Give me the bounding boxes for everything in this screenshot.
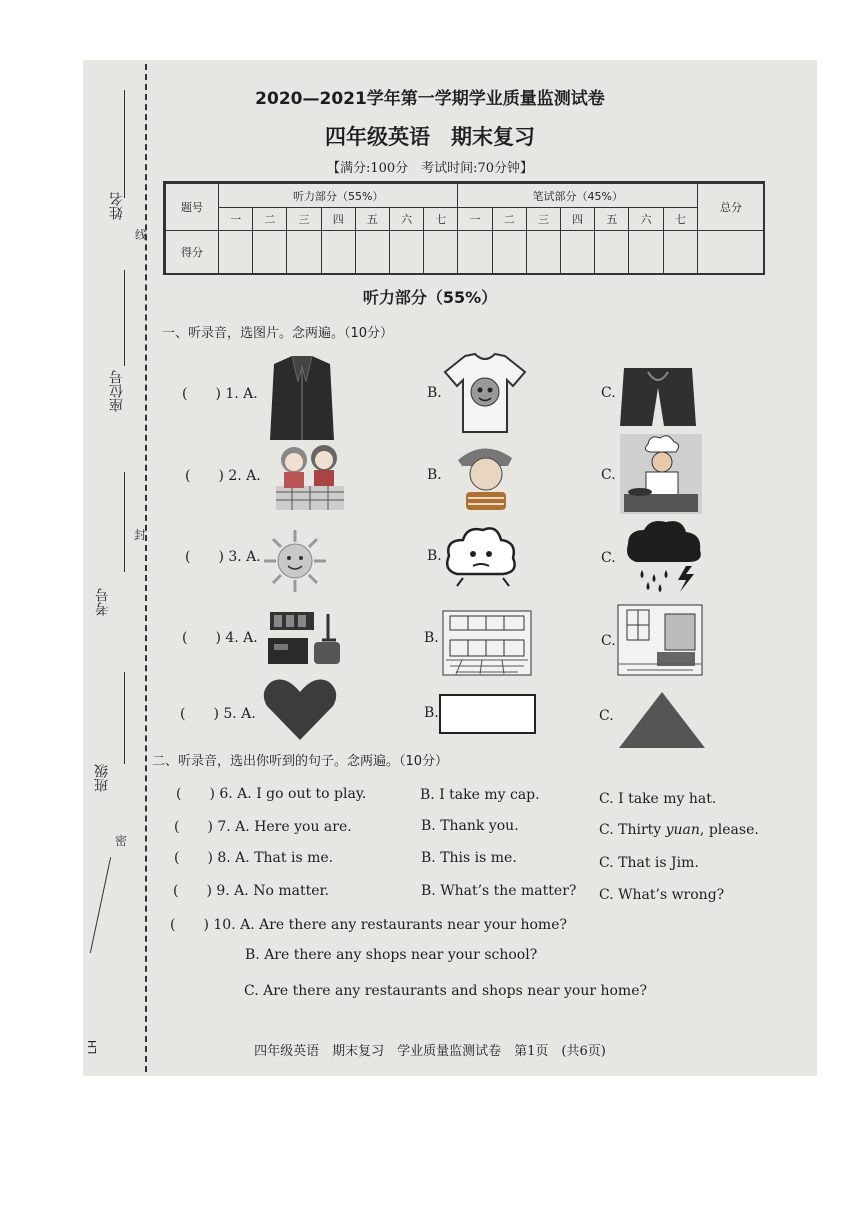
score-cell[interactable] [458,230,492,275]
q4-c-label: C. [601,633,616,649]
q6-a: ( ) 6. A. I go out to play. [176,786,367,802]
score-cell[interactable] [663,230,697,275]
q10-b: B. Are there any shops near your school? [245,947,538,963]
col-w1: 一 [458,208,492,230]
col-w2: 二 [492,208,526,230]
score-cell[interactable] [253,230,287,275]
study-room-icon [266,610,346,668]
shorts-icon [618,364,698,430]
writing-group-header: 笔试部分（45%） [458,184,698,208]
triangle-icon [617,690,707,750]
col-l6: 六 [390,208,424,230]
tshirt-icon [443,352,527,434]
col-w5: 五 [595,208,629,230]
kitchen-icon [442,610,532,676]
exam-subtitle: 四年级英语 期末复习 [325,124,535,149]
q5-b-label: B. [424,705,439,721]
col-w6: 六 [629,208,663,230]
q3-stem: ( ) 3. A. [185,549,261,565]
seat-label: 座位号 [109,370,125,412]
q5-c-label: C. [599,708,614,724]
col-w4: 四 [561,208,595,230]
q9-a: ( ) 9. A. No matter. [173,883,330,899]
q6-b: B. I take my cap. [420,787,540,803]
q7-c-pre: C. Thirty [599,822,666,838]
score-cell[interactable] [492,230,526,275]
jacket-icon [268,352,336,444]
q4-stem: ( ) 4. A. [182,630,258,646]
col-l3: 三 [287,208,321,230]
q7-c-italic: yuan [665,822,700,838]
q6-c: C. I take my hat. [599,791,717,807]
sun-icon [262,528,328,594]
class-blank-line [124,672,125,764]
score-cell[interactable] [287,230,321,275]
mi-word: 密 [115,834,128,848]
row-header-score: 得分 [166,230,219,275]
q7-b: B. Thank you. [421,818,519,834]
q9-c: C. What’s wrong? [599,887,725,903]
score-cell[interactable] [219,230,253,275]
class-label: 班级 [94,764,110,792]
name-label: 姓名 [109,192,125,220]
q5-stem: ( ) 5. A. [180,706,256,722]
score-cell[interactable] [390,230,424,275]
score-cell[interactable] [629,230,663,275]
rectangle-icon [439,694,536,734]
exam-no-label: 考号 [95,588,111,616]
q8-a: ( ) 8. A. That is me. [174,850,334,866]
row-header-question-no: 题号 [166,184,219,231]
score-cell[interactable] [424,230,458,275]
q1-stem: ( ) 1. A. [182,386,258,402]
binding-dashed-line [145,64,147,1072]
q10-a: ( ) 10. A. Are there any restaurants near your home? [170,917,567,933]
q8-b: B. This is me. [421,850,517,866]
score-cell[interactable] [526,230,560,275]
col-l5: 五 [355,208,389,230]
q1-b-label: B. [427,385,442,401]
page-footer: 四年级英语 期末复习 学业质量监测试卷 第1页 (共6页) [254,1044,606,1059]
line-word: 线 [135,228,148,242]
exam-info: 【满分:100分 考试时间:70分钟】 [326,161,534,176]
q2-c-label: C. [601,467,616,483]
q7-c-post: , please. [699,822,759,838]
q9-b: B. What’s the matter? [421,883,577,899]
listening-title: 听力部分（55%） [362,288,498,307]
cloud-icon [443,524,519,588]
living-room-icon [617,604,703,676]
score-cell[interactable] [355,230,389,275]
q4-b-label: B. [424,630,439,646]
storm-icon [624,518,704,594]
boy-eating-icon [448,438,524,516]
section2-title: 二、听录音，选出你听到的句子。念两遍。（10分） [152,754,449,769]
score-table [165,183,765,275]
col-l7: 七 [424,208,458,230]
q2-b-label: B. [427,467,442,483]
total-score-cell[interactable] [698,230,765,275]
q3-c-label: C. [601,550,616,566]
section1-title: 一、听录音，选图片。念两遍。（10分） [162,326,394,341]
q1-c-label: C. [601,385,616,401]
score-cell[interactable] [321,230,355,275]
q10-c: C. Are there any restaurants and shops near your home? [244,983,647,999]
listening-group-header: 听力部分（55%） [219,184,458,208]
q7-c [599,822,759,838]
score-cell[interactable] [561,230,595,275]
seal-word: 封 [134,528,147,542]
q7-a: ( ) 7. A. Here you are. [174,819,352,835]
col-l1: 一 [219,208,253,230]
col-w3: 三 [526,208,560,230]
q8-c: C. That is Jim. [599,855,699,871]
total-header: 总分 [698,184,765,231]
score-cell[interactable] [595,230,629,275]
chef-cooking-icon [620,434,702,514]
col-l4: 四 [321,208,355,230]
q3-b-label: B. [427,548,442,564]
col-l2: 二 [253,208,287,230]
col-w7: 七 [663,208,697,230]
exam-title: 2020—2021学年第一学期学业质量监测试卷 [255,89,605,109]
q2-stem: ( ) 2. A. [185,468,261,484]
girls-eating-icon [272,438,348,514]
heart-icon [263,678,337,742]
exam-no-blank-line [124,472,125,572]
bottom-mark: LH [86,1040,99,1055]
